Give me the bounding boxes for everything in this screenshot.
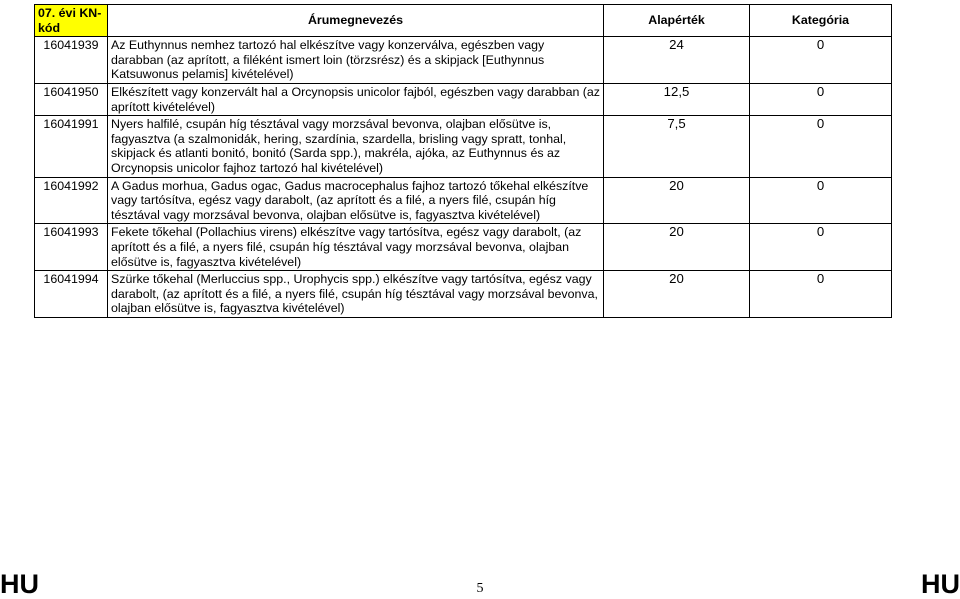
table-row	[35, 271, 892, 318]
table-body	[35, 37, 892, 318]
page-number: 5	[476, 581, 484, 596]
cell-description: A Gadus morhua, Gadus ogac, Gadus macrocephalus fajhoz tartozó tőkehal elkészítve vagy tartósítva, egész vagy darabolt, (az aprított és a filé, a nyers filé, csupán híg tésztával vagy morzsával bevonva, olajban elősütve is, fagyasztva kivételével)	[108, 177, 604, 224]
cell-base-rate: 12,5	[604, 83, 750, 115]
cell-base-rate: 20	[604, 177, 750, 224]
table-row	[35, 37, 892, 84]
cell-base-rate: 20	[604, 271, 750, 318]
table-row	[35, 83, 892, 115]
tariff-table	[34, 4, 892, 318]
header-description: Árumegnevezés	[108, 5, 604, 37]
header-base-rate: Alapérték	[604, 5, 750, 37]
cell-cn-code: 16041950	[35, 83, 108, 115]
cell-category: 0	[750, 177, 892, 224]
cell-category: 0	[750, 116, 892, 177]
cell-category: 0	[750, 37, 892, 84]
header-category: Kategória	[750, 5, 892, 37]
footer-country-code-left: HU	[0, 569, 39, 599]
cell-base-rate: 20	[604, 224, 750, 271]
table-row	[35, 224, 892, 271]
cell-base-rate: 24	[604, 37, 750, 84]
cell-cn-code: 16041939	[35, 37, 108, 84]
table-row	[35, 177, 892, 224]
cell-category: 0	[750, 271, 892, 318]
cell-description: Fekete tőkehal (Pollachius virens) elkészítve vagy tartósítva, egész vagy darabolt, (az aprított és a filé, a nyers filé, csupán híg tésztával vagy morzsával bevonva, olajban elősütve is, fagyasztva kivételével)	[108, 224, 604, 271]
table-header	[35, 5, 892, 37]
cell-category: 0	[750, 224, 892, 271]
cell-base-rate: 7,5	[604, 116, 750, 177]
cell-cn-code: 16041994	[35, 271, 108, 318]
cell-category: 0	[750, 83, 892, 115]
header-cn-code: 07. évi KN-kód	[35, 5, 108, 37]
cell-cn-code: 16041991	[35, 116, 108, 177]
cell-cn-code: 16041992	[35, 177, 108, 224]
cell-description: Szürke tőkehal (Merluccius spp., Urophycis spp.) elkészítve vagy tartósítva, egész vagy darabolt, (az aprított és a filé, a nyers filé, csupán híg tésztával vagy morzsával bevonva, olajban elősütve is, fagyasztva kivételével)	[108, 271, 604, 318]
header-row	[35, 5, 892, 37]
table-row	[35, 116, 892, 177]
cell-description: Elkészített vagy konzervált hal a Orcynopsis unicolor fajból, egészben vagy darabban (az aprított kivételével)	[108, 83, 604, 115]
footer-country-code-right: HU	[921, 569, 960, 599]
cell-cn-code: 16041993	[35, 224, 108, 271]
cell-description: Az Euthynnus nemhez tartozó hal elkészítve vagy konzerválva, egészben vagy darabban (az aprított, a filéként ismert loin (törzsrész) és a skipjack [Euthynnus Katsuwonus pelamis] kivételével)	[108, 37, 604, 84]
cell-description: Nyers halfilé, csupán híg tésztával vagy morzsával bevonva, olajban elősütve is, fagyasztva (a szalmonidák, hering, szardínia, szardella, brisling vagy spratt, tonhal, skipjack és atlanti bonitó, bonitó (Sarda spp.), makréla, ajóka, az Euthynnus és az Orcynopsis unicolor fajhoz tartozó hal kivételével)	[108, 116, 604, 177]
